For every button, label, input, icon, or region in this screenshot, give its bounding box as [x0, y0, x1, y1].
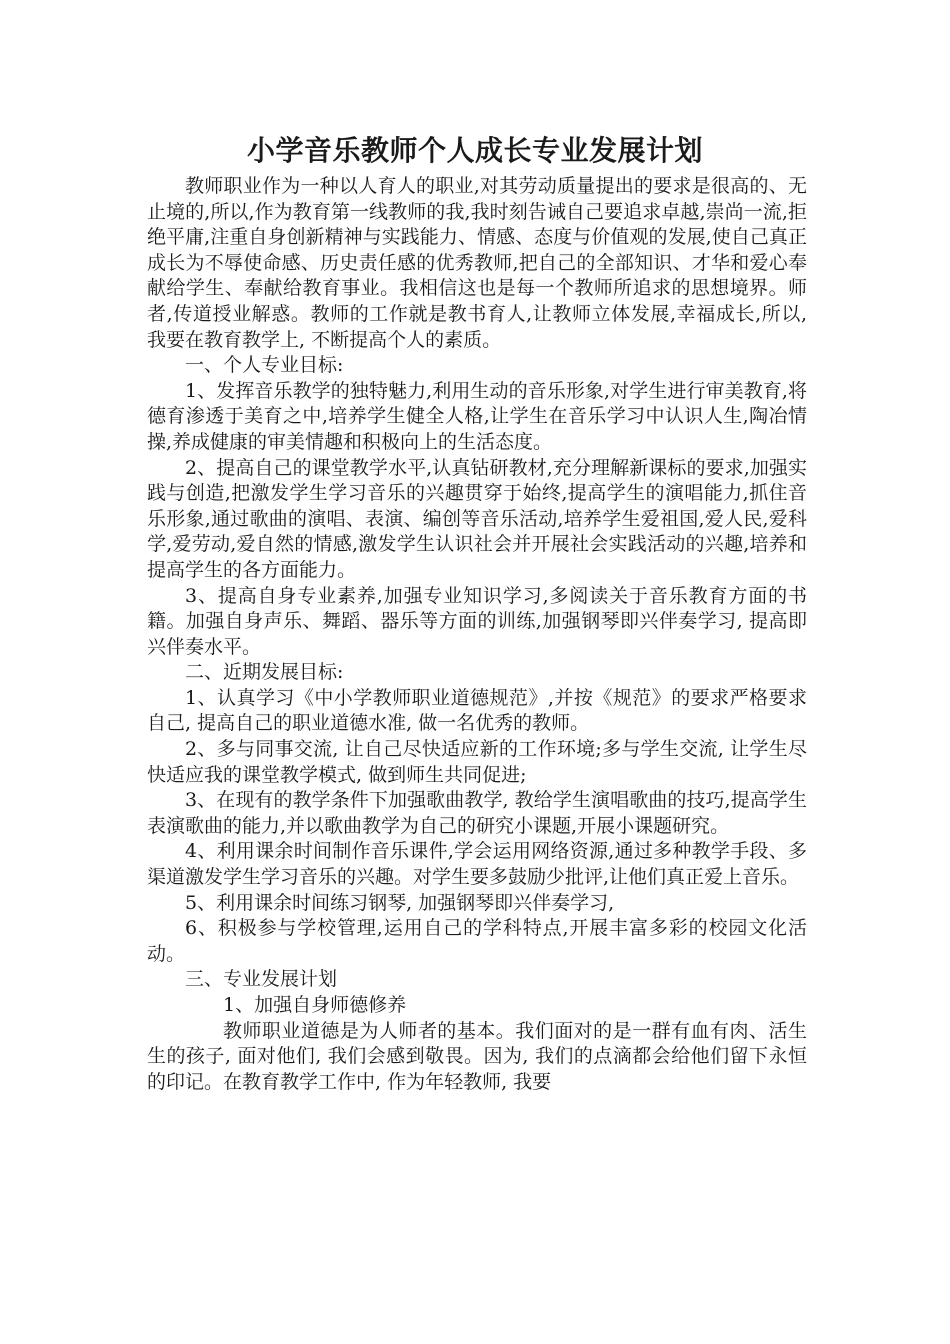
near-term-goal-item-2: 2、多与同事交流, 让自己尽快适应新的工作环境;多与学生交流, 让学生尽快适应我的课堂教学模式, 做到师生共同促进; — [147, 738, 807, 786]
subsection-heading-ethics: 1、加强自身师德修养 — [223, 994, 407, 1016]
intro-paragraph: 教师职业作为一种以人育人的职业,对其劳动质量提出的要求是很高的、无止境的,所以,作为教育第一线教师的我,我时刻告诫自己要追求卓越,崇尚一流,拒绝平庸,注重自身创新精神与实践能力、情感、态度与价值观的发展,使自己真正成长为不辱使命感、历史责任感的优秀教师,把自己的全部知识、才华和爱心奉献给学生、奉献给教育事业。我相信这也是每一个教师所追求的思想境界。师者,传道授业解惑。教师的工作就是教书育人,让教师立体发展,幸福成长,所以, 我要在教育教学上, 不断提高个人的素质。 — [147, 175, 807, 351]
personal-goal-item-1: 1、发挥音乐教学的独特魅力,利用生动的音乐形象,对学生进行审美教育,将德育渗透于美育之中,培养学生健全人格,让学生在音乐学习中认识人生,陶冶情操,养成健康的审美情趣和积极向上的生活态度。 — [147, 379, 807, 453]
document-body — [147, 174, 807, 1095]
personal-goal-item-2: 2、提高自己的课堂教学水平,认真钻研教材,充分理解新课标的要求,加强实践与创造,把激发学生学习音乐的兴趣贯穿于始终,提高学生的演唱能力,抓住音乐形象,通过歌曲的演唱、表演、编创等音乐活动,培养学生爱祖国,爱人民,爱科学,爱劳动,爱自然的情感,激发学生认识社会并开展社会实践活动的兴趣,培养和提高学生的各方面能力。 — [147, 456, 807, 581]
ethics-paragraph: 教师职业道德是为人师者的基本。我们面对的是一群有血有肉、活生生的孩子, 面对他们, 我们会感到敬畏。因为, 我们的点滴都会给他们留下永恒的印记。在教育教学工作中, 作为年轻教师, 我要 — [147, 1019, 807, 1093]
section-heading-development-plan: 三、专业发展计划 — [185, 968, 338, 991]
near-term-goal-item-1: 1、认真学习《中小学教师职业道德规范》,并按《规范》的要求严格要求自己, 提高自己的职业道德水准, 做一名优秀的教师。 — [147, 686, 807, 735]
near-term-goal-item-4: 4、利用课余时间制作音乐课件,学会运用网络资源,通过多种教学手段、多渠道激发学生学习音乐的兴趣。对学生要多鼓励少批评,让他们真正爱上音乐。 — [147, 840, 807, 889]
section-heading-personal-goals: 一、个人专业目标: — [185, 354, 344, 377]
near-term-goal-item-5: 5、利用课余时间练习钢琴, 加强钢琴即兴伴奏学习, — [185, 891, 615, 914]
personal-goal-item-3: 3、提高自身专业素养,加强专业知识学习,多阅读关于音乐教育方面的书籍。加强自身声乐、舞蹈、器乐等方面的训练,加强钢琴即兴伴奏学习, 提高即兴伴奏水平。 — [147, 584, 807, 658]
section-heading-near-term-goals: 二、近期发展目标: — [185, 661, 344, 684]
near-term-goal-item-6: 6、积极参与学校管理,运用自己的学科特点,开展丰富多彩的校园文化活动。 — [147, 917, 807, 965]
near-term-goal-item-3: 3、在现有的教学条件下加强歌曲教学, 教给学生演唱歌曲的技巧,提高学生表演歌曲的能力,并以歌曲教学为自己的研究小课题,开展小课题研究。 — [147, 789, 807, 837]
document-title: 小学音乐教师个人成长专业发展计划 — [246, 134, 703, 167]
